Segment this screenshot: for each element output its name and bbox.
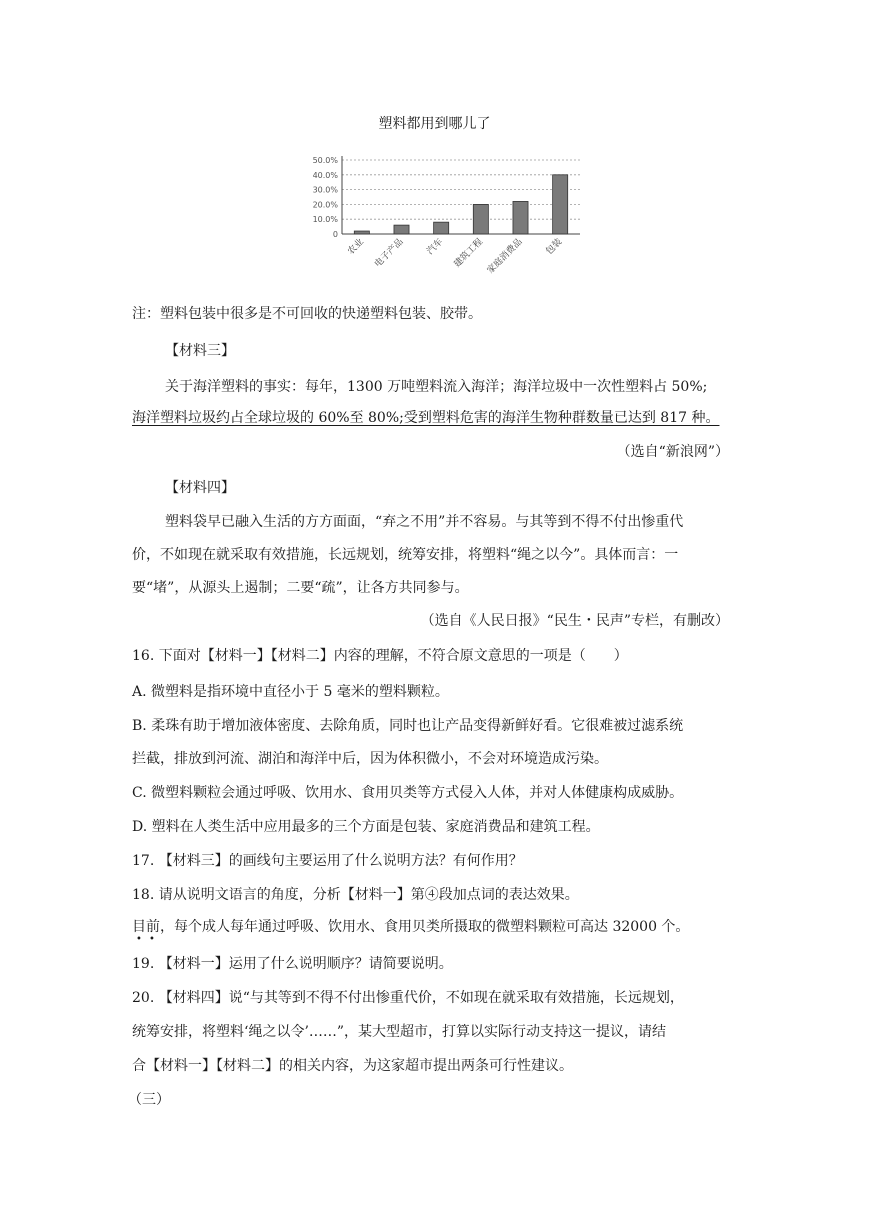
material4-line1: 塑料袋早已融入生活的方方面面，“弃之不用”并不容易。与其等到不得不付出惨重代 — [165, 514, 684, 530]
bar-包装 — [553, 175, 568, 234]
bar-家庭消费品 — [513, 201, 528, 234]
emphasis-dot: • — [149, 934, 155, 945]
question-18-quote: 目前，每个成人每年通过呼吸、饮用水、食用贝类所摄取的微塑料颗粒可高达 32000 个。 — [132, 919, 690, 935]
section-heading-3: （三） — [128, 1092, 170, 1108]
chart-title: 塑料都用到哪儿了 — [378, 116, 491, 132]
question-16-stem: 16. 下面对【材料一】【材料二】内容的理解，不符合原文意思的一项是（ ） — [132, 648, 628, 664]
x-tick-label: 电子产品 — [373, 237, 406, 270]
y-tick-label: 0 — [332, 230, 338, 239]
x-tick-label: 建筑工程 — [452, 237, 485, 270]
bar-建筑工程 — [473, 204, 488, 234]
x-tick-label: 家庭消费品 — [485, 237, 525, 276]
question-20-line1: 20. 【材料四】说“与其等到不得不付出惨重代价，不如现在就采取有效措施，长远规划， — [132, 990, 684, 1006]
y-tick-label: 50.0% — [312, 156, 338, 165]
material4-heading: 【材料四】 — [165, 480, 235, 496]
x-tick-label: 农业 — [346, 237, 366, 257]
material3-source: （选自“新浪网”） — [616, 444, 729, 460]
y-tick-label: 30.0% — [312, 185, 338, 195]
bar-电子产品 — [394, 225, 409, 234]
chart-note: 注：塑料包装中很多是不可回收的快递塑料包装、胶带。 — [132, 306, 482, 322]
x-tick-label: 包装 — [544, 237, 565, 257]
question-16-option-b-line2: 拦截，排放到河流、湖泊和海洋中后，因为体积微小，不会对环境造成污染。 — [132, 751, 608, 767]
question-16-option-b-line1: B. 柔珠有助于增加液体密度、去除角质，同时也让产品变得新鲜好看。它很难被过滤系统 — [132, 718, 684, 734]
y-tick-label: 10.0% — [312, 215, 338, 225]
y-tick-label: 40.0% — [312, 170, 338, 180]
bar-农业 — [354, 231, 369, 234]
material4-line2: 价，不如现在就采取有效措施，长远规划，统筹安排，将塑料“绳之以今”。具体而言：一 — [132, 547, 679, 563]
question-16-option-c: C. 微塑料颗粒会通过呼吸、饮用水、食用贝类等方式侵入人体，并对人体健康构成威胁。 — [132, 785, 684, 801]
material3-underlined-sentence: 海洋塑料垃圾约占全球垃圾的 60%至 80%;受到塑料危害的海洋生物种群数量已达到 817 种。 — [132, 410, 720, 426]
question-16-option-a: A. 微塑料是指环境中直径小于 5 毫米的塑料颗粒。 — [132, 684, 449, 700]
question-20-line3: 合【材料一】【材料二】的相关内容，为这家超市提出两条可行性建议。 — [132, 1058, 573, 1074]
material4-source: （选自《人民日报》“民生・民声”专栏，有删改） — [420, 613, 729, 629]
bar-汽车 — [434, 222, 449, 234]
y-tick-label: 20.0% — [312, 200, 338, 210]
question-19: 19. 【材料一】运用了什么说明顺序？请简要说明。 — [132, 956, 453, 972]
bar-chart — [300, 150, 590, 300]
question-20-line2: 统筹安排，将塑料‘绳之以令’……”，某大型超市，打算以实际行动支持这一提议，请结 — [132, 1024, 667, 1040]
material4-line3: 要“堵”，从源头上遏制；二要“疏”，让各方共同参与。 — [132, 580, 469, 596]
x-tick-label: 汽车 — [425, 237, 446, 257]
material3-line1: 关于海洋塑料的事实：每年，1300 万吨塑料流入海洋；海洋垃圾中一次性塑料占 50%; — [165, 379, 708, 395]
emphasis-dot: • — [136, 934, 142, 945]
material3-heading: 【材料三】 — [165, 343, 235, 359]
question-17: 17. 【材料三】的画线句主要运用了什么说明方法？有何作用？ — [132, 853, 523, 869]
question-18: 18. 请从说明文语言的角度，分析【材料一】第④段加点词的表达效果。 — [132, 887, 579, 903]
question-16-option-d: D. 塑料在人类生活中应用最多的三个方面是包装、家庭消费品和建筑工程。 — [132, 819, 600, 835]
